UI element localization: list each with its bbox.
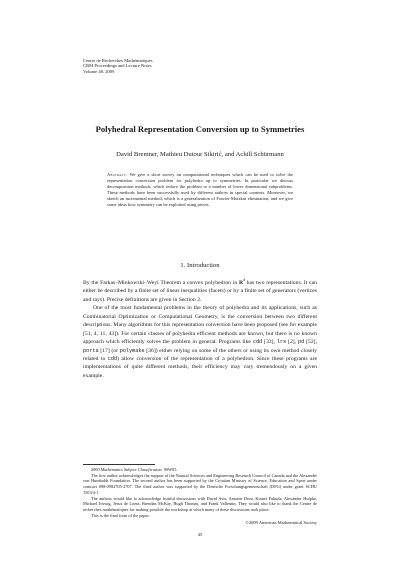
ref-porta: [17] (or xyxy=(98,347,120,354)
footnote-2: The authors would like to acknowledge fruitful discussions with David Avis, Antoine Deza, Komei Fukuda, Alexander Hulpke, Michael Joswig, Jesus de Loera, Brendan McKay, Hugh Thomas, and Frank Vallentin. They would also like to thank the Centre de recherches mathématiques for making possible the workshop at which many of these discussions took place. xyxy=(83,495,317,512)
paragraph-1-end: has two representations. It can either be described by a finite set of linear inequalities (facets) or by a finite set of generators (vertices and rays). Precise definitions are given in Section 2. xyxy=(83,279,317,303)
body-paragraph-2 xyxy=(83,304,317,380)
paragraph-2-end: ) allow conversion of the representation of a polyhedron. Since these programs are implementations of quite different methods, their efficiency may vary tremendously on a given example. xyxy=(83,355,317,379)
footnote-1: The first author acknowledges the support of the Natural Sciences and Engineering Research Council of Canada and the Alexander von Humboldt Foundation. The second author has been supported by the Croatian Ministry of Science, Education and Sport under contract 098-0982705-2707. The third author was supported by the Deutsche Forschungsgemeinschaft (DFG) under grant SCHU 1503/4-1. xyxy=(83,472,317,495)
program-polymake: polymake xyxy=(119,347,145,354)
ref-pd: [52], xyxy=(304,339,317,346)
msc-year: 2000 xyxy=(91,467,100,472)
msc-label: Mathematics Subject Classification. xyxy=(100,467,163,472)
section-number: 1. xyxy=(180,262,186,269)
paper-title: Polyhedral Representation Conversion up to Symmetries xyxy=(95,124,305,134)
copyright-notice: ©2009 American Mathematical Society xyxy=(245,520,317,525)
paper-authors: David Bremner, Mathieu Dutour Sikirić, and Achill Schürmann xyxy=(116,151,284,158)
program-porta: porta xyxy=(83,347,99,354)
abstract-heading: Abstract. xyxy=(107,172,128,177)
series-line-3: Volume 48, 2009 xyxy=(83,68,115,74)
series-line-1: Centre de Recherches Mathématiques xyxy=(83,58,153,63)
program-cdd-2: cdd xyxy=(107,355,118,362)
abstract xyxy=(107,172,293,208)
program-cdd: cdd xyxy=(252,339,263,346)
body-text xyxy=(83,276,317,380)
footnote-3: This is the final form of the paper. xyxy=(91,512,150,518)
paragraph-2-start: One of the most fundamental problems in the theory of polyhedra and its applications, such as Combinatorial Optimization or Computational Geometry, is the conversion between two different descriptions. Many algorithms for this representation conversion have been proposed (see for example [51, 4, 11, 43]). For certain classes of polyhedra efficient methods are known, but there is no known approach which efficiently solves the problem in general. Programs like xyxy=(83,305,317,346)
ref-lrs: [2], xyxy=(286,339,298,346)
series-info xyxy=(83,58,153,74)
msc-codes: 90W05. xyxy=(163,467,178,472)
paragraph-1-start: By the Farkas–Minkowski–Weyl Theorem a convex polyhedron in xyxy=(83,279,239,286)
paragraph-2-middle: [36]) either relying on some of the others or using its own method closely related to xyxy=(83,347,318,362)
abstract-text: We give a short survey on computational techniques which can be used to solve the representation conversion problem for polyhedra up to symmetries. In particular we discuss decomposition methods, which reduce the problem to a number of lower dimensional subproblems. These methods have been successfully used by different authors in special contexts. Moreover, we sketch an incremental method, which is a generalization of Fourier-Motzkin elimination, and we give some ideas how symmetry can be exploited using pivots. xyxy=(107,172,293,208)
series-line-2: CRM Proceedings and Lecture Notes xyxy=(83,63,152,69)
section-title: Introduction xyxy=(187,262,220,269)
math-rd: $R^d$ xyxy=(238,278,245,286)
program-pd: pd xyxy=(297,339,305,346)
program-lrs: lrs xyxy=(276,339,287,346)
body-paragraph-1 xyxy=(83,276,317,304)
footnotes xyxy=(83,467,317,518)
footnote-rule xyxy=(83,464,155,465)
ref-cdd: [33], xyxy=(262,339,277,346)
section-heading xyxy=(0,262,400,269)
page-number: 45 xyxy=(197,532,203,537)
